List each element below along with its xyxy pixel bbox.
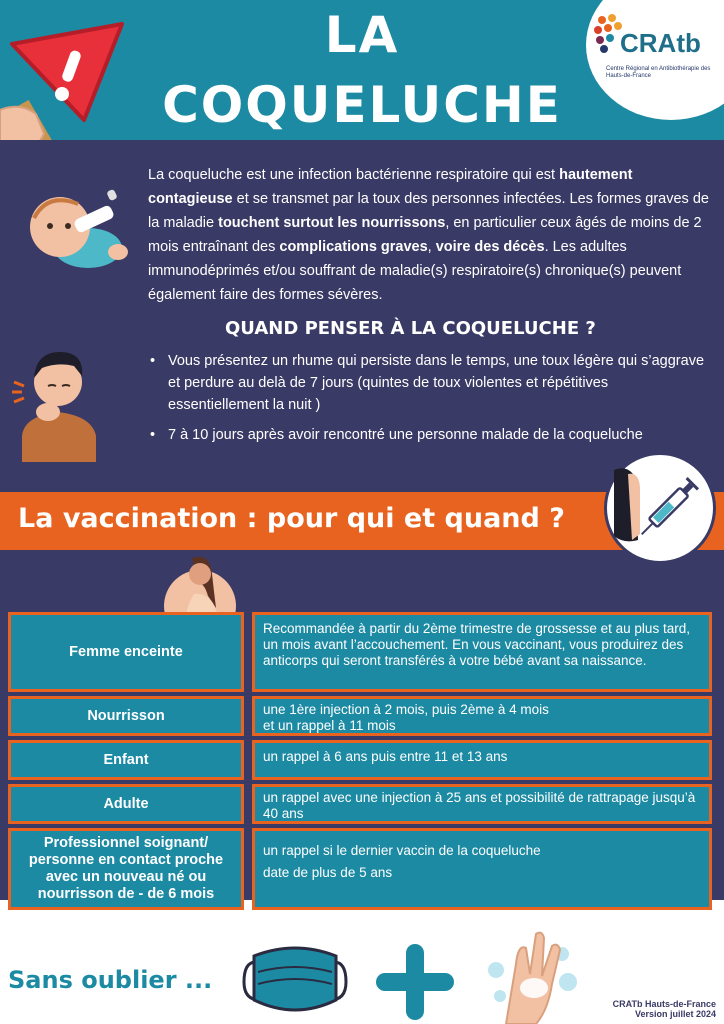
credit-version: Version juillet 2024 (634, 1009, 716, 1019)
professional-schedule-line1: un rappel si le dernier vaccin de la coqueluche (263, 843, 541, 858)
list-item: • 7 à 10 jours après avoir rencontré une personne malade de la coqueluche (168, 424, 708, 446)
table-row-who-infant: Nourrisson (8, 696, 244, 736)
intro-text-2: et se transmet par la toux des personnes infectées. Les formes graves de la maladie (148, 191, 709, 231)
table-row-who-child: Enfant (8, 740, 244, 780)
infant-schedule-line1: une 1ère injection à 2 mois, puis 2ème à 4 mois (263, 702, 549, 717)
infant-schedule-line2: et un rappel à 11 mois (263, 718, 396, 733)
table-row-who-adult: Adulte (8, 784, 244, 824)
table-row-when-pregnant: Recommandée à partir du 2ème trimestre de grossesse et au plus tard, un mois avant l’accouchement. En vous vaccinant, vous produirez des anticorps qui seront transférés à votre bébé avant sa naissance. (252, 612, 712, 692)
page-title-line2: COQUELUCHE (162, 76, 562, 134)
page-title-line1: LA (324, 6, 400, 64)
table-row-when-infant (252, 696, 712, 736)
face-mask-icon (240, 938, 350, 1022)
coughing-person-icon (8, 340, 108, 462)
credit (613, 999, 716, 1019)
when-list (168, 350, 708, 454)
table-row-who-pregnant: Femme enceinte (8, 612, 244, 692)
intro-bold-1: hautement contagieuse (148, 167, 633, 207)
vaccination-title: La vaccination : pour qui et quand ? (18, 503, 565, 534)
logo-name: CRAtb (620, 28, 701, 58)
intro-text-1: La coqueluche est une infection bactérienne respiratoire qui est (148, 167, 560, 183)
intro-text-5: . Les adultes immunodéprimés et/ou souffrant de maladie(s) respiratoire(s) chronique(s) peuvent également faire des formes sévères. (148, 239, 682, 303)
intro-bold-2: touchent surtout les nourrissons (218, 215, 446, 231)
when-section-title: QUAND PENSER À LA COQUELUCHE ? (225, 318, 596, 339)
plus-icon (372, 940, 458, 1024)
table-row-when-adult: un rappel avec une injection à 25 ans et possibilité de rattrapage jusqu’à 40 ans (252, 784, 712, 824)
table-row-who-professional: Professionnel soignant/ personne en contact proche avec un nouveau né ou nourrisson de - de 6 mois (8, 828, 244, 910)
hand-washing-icon (476, 924, 586, 1024)
intro-text-3: , en particulier ceux âgés de moins de 2 mois entraînant des (148, 215, 702, 255)
reminder-title: Sans oublier ... (8, 966, 213, 994)
baby-bottle-icon (18, 182, 138, 277)
table-row-when-child: un rappel à 6 ans puis entre 11 et 13 ans (252, 740, 712, 780)
intro-paragraph (148, 163, 714, 307)
logo-subtitle: Centre Régional en Antibiothérapie des Hauts-de-France (606, 66, 711, 79)
list-item: • Vous présentez un rhume qui persiste dans le temps, une toux légère qui s’aggrave et perdure au delà de 7 jours (quintes de toux violentes et répétitives essentiellement la nuit ) (168, 350, 708, 416)
intro-text-4: , (427, 239, 436, 255)
syringe-icon (610, 460, 706, 554)
professional-schedule-line2: date de plus de 5 ans (263, 865, 393, 880)
table-row-when-professional (252, 828, 712, 910)
intro-bold-3: complications graves (279, 239, 428, 255)
credit-org: CRATb Hauts-de-France (612, 999, 716, 1009)
intro-bold-4: voire des décès (435, 239, 545, 255)
